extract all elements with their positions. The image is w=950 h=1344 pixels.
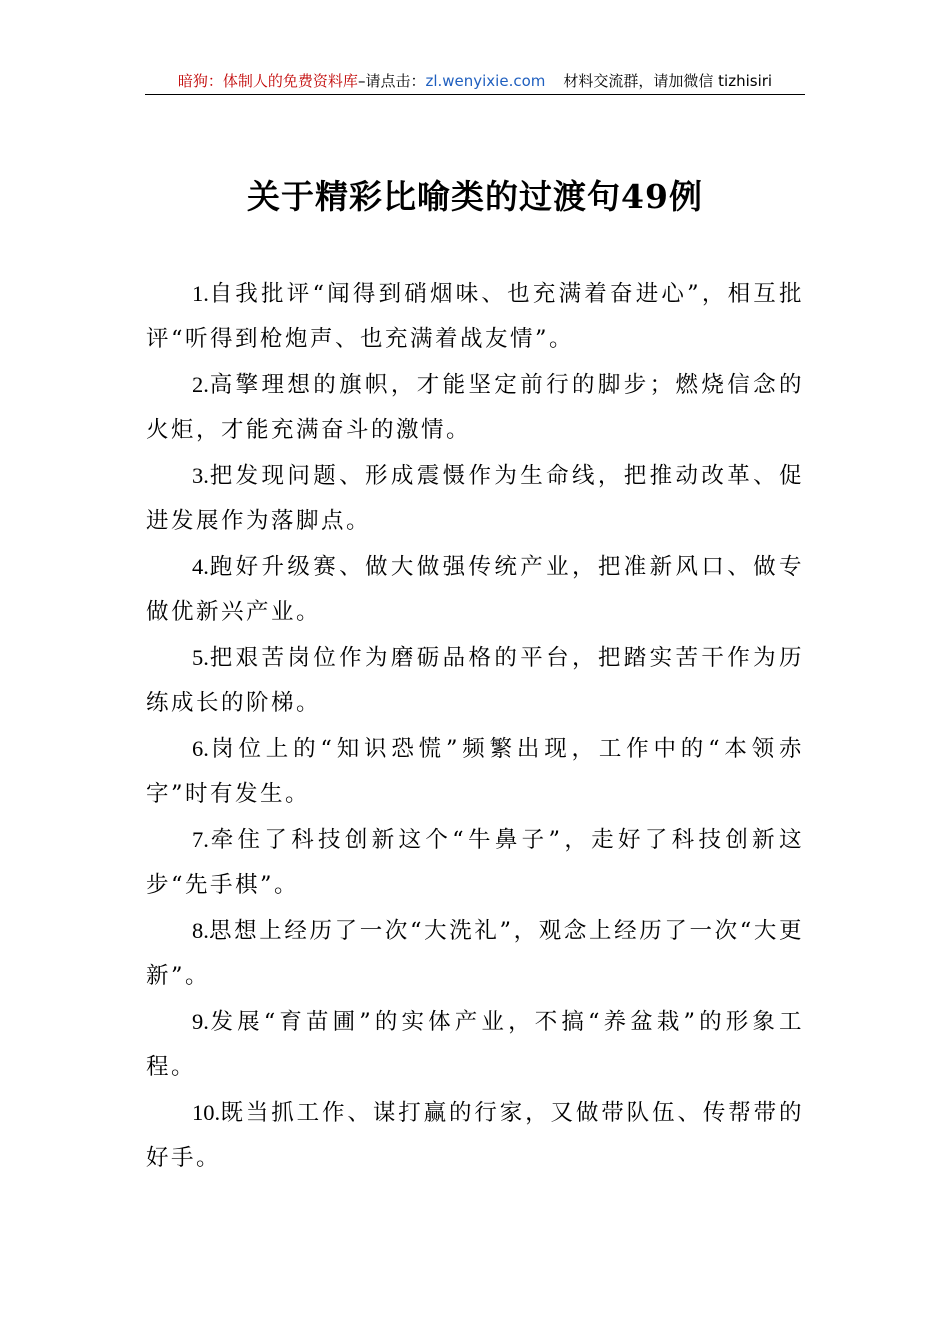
item-number: 9.	[192, 1009, 209, 1034]
item-text: 把艰苦岗位作为磨砺品格的平台，把踏实苦干作为历练成长的阶梯。	[146, 645, 804, 716]
item-text: 思想上经历了一次“大洗礼”，观念上经历了一次“大更新”。	[146, 918, 804, 989]
item-text: 高擎理想的旗帜，才能坚定前行的脚步；燃烧信念的火炬，才能充满奋斗的激情。	[146, 372, 804, 443]
list-item	[146, 362, 804, 453]
item-text: 把发现问题、形成震慑作为生命线，把推动改革、促进发展作为落脚点。	[146, 463, 804, 534]
item-number: 4.	[192, 554, 209, 579]
item-number: 10.	[192, 1100, 221, 1125]
item-text: 自我批评“闻得到硝烟味、也充满着奋进心”，相互批评“听得到枪炮声、也充满着战友情”。	[146, 281, 804, 352]
list-item	[146, 999, 804, 1090]
item-number: 1.	[192, 281, 209, 306]
item-number: 5.	[192, 645, 209, 670]
list-item	[146, 817, 804, 908]
document-body	[146, 271, 804, 1181]
header-click-prompt: –请点击：	[357, 72, 426, 90]
item-number: 8.	[192, 918, 209, 943]
item-number: 2.	[192, 372, 209, 397]
item-number: 6.	[192, 736, 209, 761]
list-item	[146, 453, 804, 544]
list-item	[146, 908, 804, 999]
list-item	[146, 635, 804, 726]
list-item	[146, 544, 804, 635]
page-header	[145, 68, 805, 95]
item-text: 牵住了科技创新这个“牛鼻子”，走好了科技创新这步“先手棋”。	[146, 827, 804, 898]
list-item	[146, 726, 804, 817]
header-site-name: 暗狗：体制人的免费资料库	[177, 72, 358, 90]
list-item	[146, 1090, 804, 1181]
header-url-link[interactable]: zl.wenyixie.com	[425, 72, 546, 90]
document-title: 关于精彩比喻类的过渡句49例	[247, 177, 703, 216]
item-number: 3.	[192, 463, 209, 488]
item-number: 7.	[192, 827, 209, 852]
item-text: 岗位上的“知识恐慌”频繁出现，工作中的“本领赤字”时有发生。	[146, 736, 804, 807]
item-text: 既当抓工作、谋打赢的行家，又做带队伍、传帮带的好手。	[146, 1100, 804, 1171]
list-item	[146, 271, 804, 362]
header-wechat-note: 材料交流群，请加微信 tizhisiri	[563, 72, 773, 90]
item-text: 发展“育苗圃”的实体产业，不搞“养盆栽”的形象工程。	[146, 1009, 804, 1080]
item-text: 跑好升级赛、做大做强传统产业，把准新风口、做专做优新兴产业。	[146, 554, 804, 625]
